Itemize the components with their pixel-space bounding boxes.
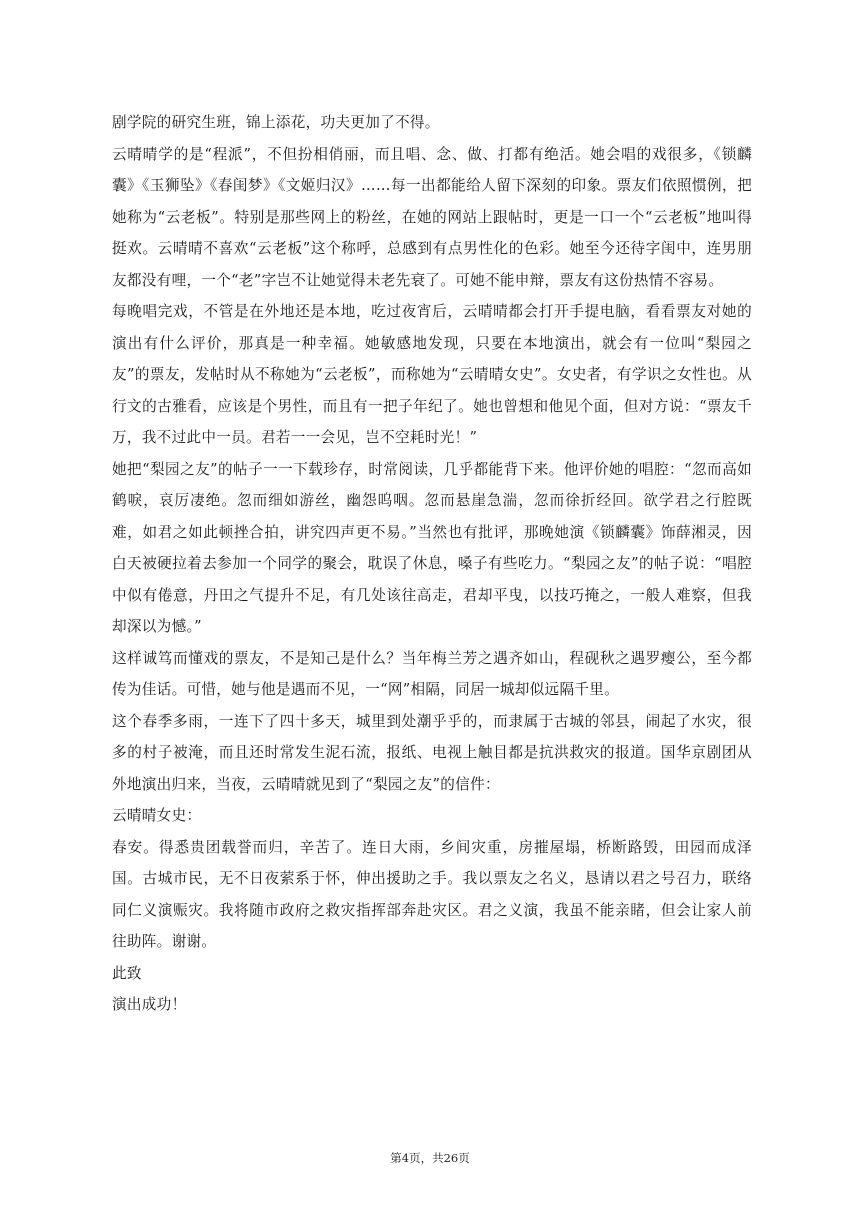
paragraph: 每晚唱完戏，不管是在外地还是本地，吃过夜宵后，云晴晴都会打开手提电脑，看看票友对她的演出有什么评价，那真是一种幸福。她敏感地发现，只要在本地演出，就会有一位叫“梨园之友”的票友，发帖时从不称她为“云老板”，而称她为“云晴晴女史”。女史者，有学识之女性也。从行文的古雅看，应该是个男性，而且有一把子年纪了。她也曾想和他见个面，但对方说：“票友千万，我不过此中一员。君若一一会见，岂不空耗时光！”	[112, 303, 752, 446]
letter-closing-wish: 演出成功！	[112, 996, 187, 1013]
paragraph: 这样诚笃而懂戏的票友，不是知己是什么？当年梅兰芳之遇齐如山，程砚秋之遇罗瘿公，至今都传为佳话。可惜，她与他是遇而不见，一“网”相隔，同居一城却似远隔千里。	[112, 649, 752, 698]
paragraph: 剧学院的研究生班，锦上添花，功夫更加了不得。	[112, 114, 440, 131]
letter-closing: 此致	[112, 964, 142, 982]
paragraph: 她把“梨园之友”的帖子一一下载珍存，时常阅读，几乎都能背下来。他评价她的唱腔：“忽而高如鹤唳，哀厉凄绝。忽而细如游丝，幽怨呜咽。忽而悬崖急湍，忽而徐折经回。欲学君之行腔既难，如君之如此顿挫合拍，讲究四声更不易。”当然也有批评，那晚她演《锁麟囊》饰薛湘灵，因白天被硬拉着去参加一个同学的聚会，耽误了休息，嗓子有些吃力。“梨园之友”的帖子说：“唱腔中似有倦意，丹田之气提升不足，有几处该往高走，君却平曳，以技巧掩之，一般人难察，但我却深以为憾。”	[112, 460, 752, 635]
letter-salutation: 云晴晴女史：	[112, 807, 202, 824]
paragraph: 这个春季多雨，一连下了四十多天，城里到处潮乎乎的，而隶属于古城的邻县，闹起了水灾，很多的村子被淹，而且还时常发生泥石流，报纸、电视上触目都是抗洪救灾的报道。国华京剧团从外地演出归来，当夜，云晴晴就见到了“梨园之友”的信件：	[112, 712, 752, 793]
letter-body: 春安。得悉贵团载誉而归，辛苦了。连日大雨，乡间灾重，房摧屋塌，桥断路毁，田园而成泽国。古城市民，无不日夜萦系于怀，伸出援助之手。我以票友之名义，恳请以君之号召力，联络同仁义演赈灾。我将随市政府之救灾指挥部奔赴灾区。君之义演，我虽不能亲睹，但会让家人前往助阵。谢谢。	[112, 838, 752, 950]
page-number-footer: 第4页，共26页	[390, 1151, 470, 1165]
paragraph: 云晴晴学的是“程派”，不但扮相俏丽，而且唱、念、做、打都有绝活。她会唱的戏很多，《锁麟囊》《玉狮坠》《春闺梦》《文姬归汉》……每一出都能给人留下深刻的印象。票友们依照惯例，把她称为“云老板”。特别是那些网上的粉丝，在她的网站上跟帖时，更是一口一个“云老板”地叫得挺欢。云晴晴不喜欢“云老板”这个称呼，总感到有点男性化的色彩。她至今还待字闺中，连男朋友都没有哩，一个“老”字岂不让她觉得未老先衰了。可她不能申辩，票友有这份热情不容易。	[112, 145, 752, 289]
document-body	[112, 107, 752, 1021]
